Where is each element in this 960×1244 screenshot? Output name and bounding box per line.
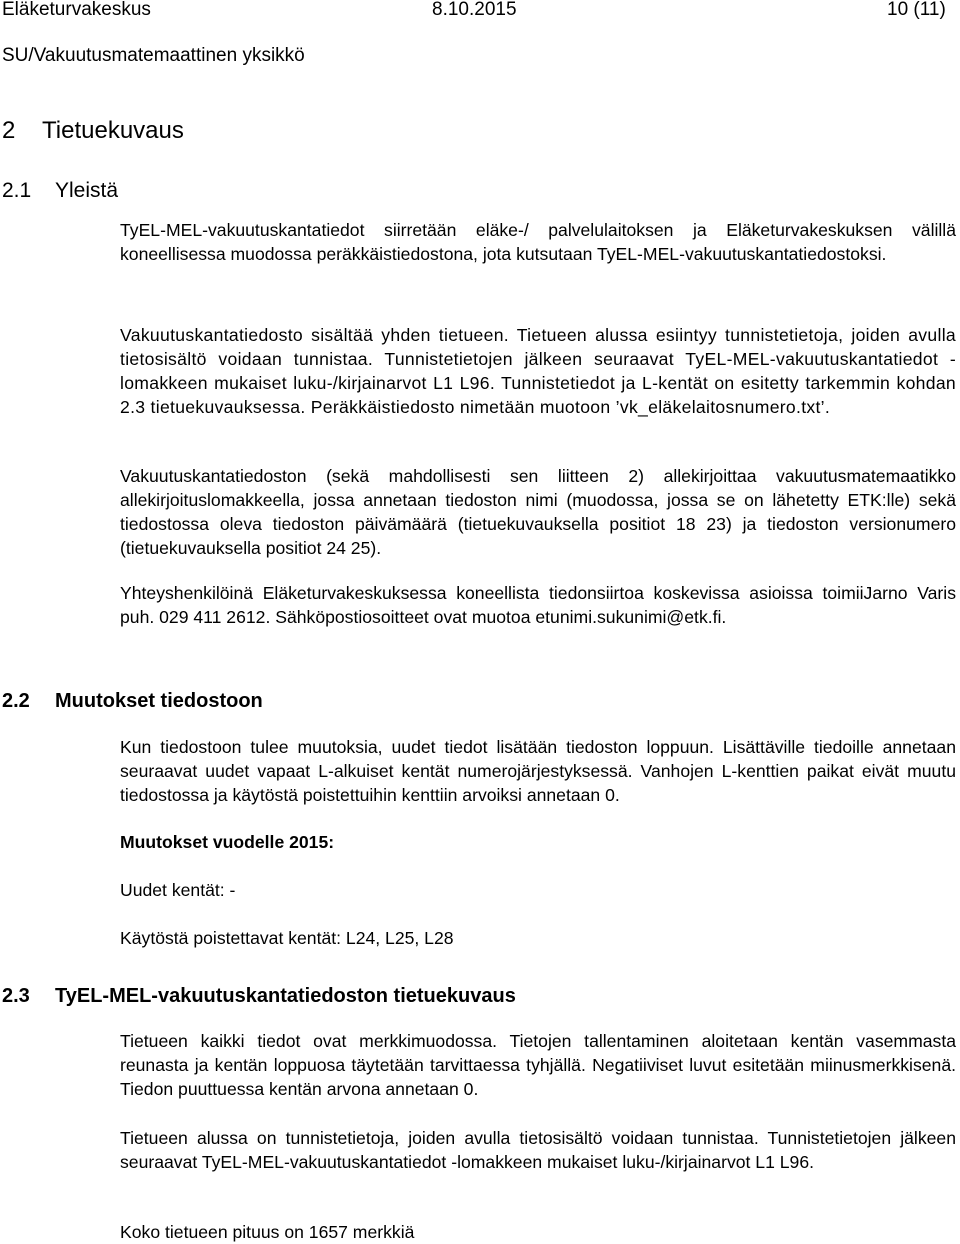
section-2-1-title: Yleistä [55, 179, 119, 202]
section-2-2-heading [2, 688, 263, 714]
section-2-heading [2, 116, 184, 146]
section-2-3-number: 2.3 [2, 985, 30, 1007]
section-2-3-paragraph-1: Tietueen kaikki tiedot ovat merkkimuodossa. Tietojen tallentaminen aloitetaan kentän vasemmasta reunasta ja kentän loppuosa täytetään tarvittaessa tyhjällä. Negatiiviset luvut esitetään miinusmerkkisenä. Tiedon puuttuessa kentän arvona annetaan 0. [120, 1031, 956, 1099]
new-fields-line: Uudet kentät: - [120, 880, 236, 900]
record-length-line: Koko tietueen pituus on 1657 merkkiä [120, 1222, 415, 1242]
section-2-1-heading [2, 178, 118, 204]
section-2-1-number: 2.1 [2, 179, 32, 202]
section-2-2-title: Muutokset tiedostoon [55, 690, 263, 712]
removed-fields-line: Käytöstä poistettavat kentät: L24, L25, L28 [120, 928, 454, 948]
header-org: Eläketurvakeskus [2, 0, 151, 20]
section-2-number: 2 [2, 117, 16, 144]
section-2-3-paragraph-2: Tietueen alussa on tunnistetietoja, joiden avulla tietosisältö voidaan tunnistaa. Tunnistetietojen jälkeen seuraavat TyEL-MEL-vakuutuskantatiedot -lomakkeen mukaiset luku-/kirjainarvot L1 L96. [120, 1128, 956, 1172]
header-page-number: 10 (11) [887, 0, 946, 20]
section-2-1-paragraph-4: Yhteyshenkilöinä Eläketurvakeskuksessa koneellista tiedonsiirtoa koskevissa asioissa toimiiJarno Varis puh. 029 411 2612. Sähköpostiosoitteet ovat muotoa etunimi.sukunimi@etk.fi. [120, 583, 956, 627]
section-2-2-paragraph: Kun tiedostoon tulee muutoksia, uudet tiedot lisätään tiedoston loppuun. Lisättäville tiedoille annetaan seuraavat uudet vapaat L-alkuiset kentät numerojärjestyksessä. Vanhojen L-kenttien paikat eivät muutu tiedostossa ja käytöstä poistettuihin kenttiin arvoiksi annetaan 0. [120, 737, 956, 805]
header-date: 8.10.2015 [432, 0, 517, 20]
section-2-2-number: 2.2 [2, 690, 30, 712]
section-2-1-paragraph-1: TyEL-MEL-vakuutuskantatiedot siirretään eläke-/ palvelulaitoksen ja Eläketurvakeskuksen välillä koneellisessa muodossa peräkkäistiedostona, jota kutsutaan TyEL-MEL-vakuutuskantatiedostoksi. [120, 220, 956, 264]
header-unit: SU/Vakuutusmatemaattinen yksikkö [2, 45, 305, 66]
section-2-1-paragraph-3: Vakuutuskantatiedoston (sekä mahdollisesti sen liitteen 2) allekirjoittaa vakuutusmatemaatikko allekirjoituslomakkeella, jossa annetaan tiedoston nimi (muodossa, jossa se on lähetetty ETK:lle) sekä tiedostossa oleva tiedoston päivämäärä (tietuekuvauksella positiot 18 23) ja tiedoston versionumero (tietuekuvauksella positiot 24 25). [120, 466, 956, 558]
changes-2015-heading: Muutokset vuodelle 2015: [120, 832, 335, 852]
section-2-title: Tietuekuvaus [42, 117, 184, 144]
section-2-1-paragraph-2: Vakuutuskantatiedosto sisältää yhden tietueen. Tietueen alussa esiintyy tunnistetietoja, joiden avulla tietosisältö voidaan tunnistaa. Tunnistetietojen jälkeen seuraavat TyEL-MEL-vakuutuskantatiedot -lomakkeen mukaiset luku-/kirjainarvot L1 L96. Tunnistetiedot ja L-kentät on esitetty tarkemmin kohdan 2.3 tietuekuvauksessa. Peräkkäistiedosto nimetään muotoon ’vk_eläkelaitosnumero.txt’. [120, 325, 956, 417]
section-2-3-title: TyEL-MEL-vakuutuskantatiedoston tietuekuvaus [55, 985, 516, 1007]
section-2-3-heading [2, 983, 516, 1009]
